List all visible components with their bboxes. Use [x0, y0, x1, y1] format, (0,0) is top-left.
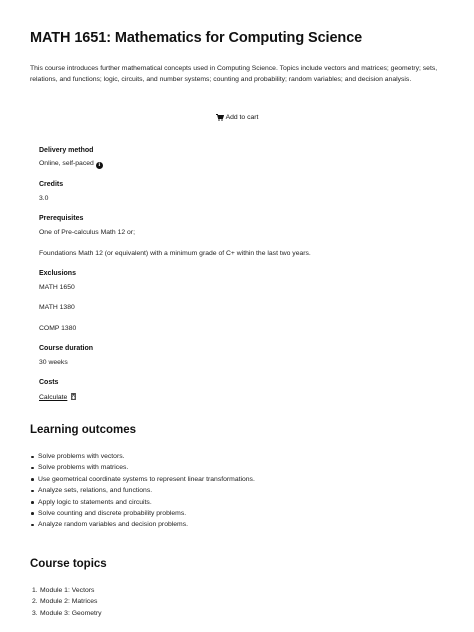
prerequisites-label: Prerequisites — [39, 215, 84, 222]
cart-icon — [216, 114, 224, 121]
course-description: This course introduces further mathematical concepts used in Computing Science. Topics include vectors and matrices; geometry; sets, relations, and functions; logic, circuits, and number systems; counting and probability; random variables; and decision analysis. — [30, 65, 438, 83]
course-duration-label: Course duration — [39, 345, 94, 352]
cart-row — [30, 114, 444, 123]
exclusions-label: Exclusions — [39, 270, 76, 277]
list-number: 3. — [32, 609, 38, 617]
list-item: Solve counting and discrete probability problems. — [30, 508, 255, 519]
prerequisite-item: Foundations Math 12 (or equivalent) with a minimum grade of C+ within the last two years. — [39, 250, 311, 257]
topic-label: Module 1: Vectors — [40, 587, 95, 594]
course-duration-value: 30 weeks — [39, 359, 68, 366]
list-item: Use geometrical coordinate systems to represent linear transformations. — [30, 474, 255, 485]
topic-label: Module 2: Matrices — [40, 598, 98, 606]
learning-outcomes-heading: Learning outcomes — [30, 424, 137, 436]
info-icon[interactable]: i — [96, 162, 103, 169]
topic-label: Module 3: Geometry — [40, 609, 102, 617]
calculator-icon[interactable] — [71, 393, 76, 402]
credits-value: 3.0 — [39, 195, 49, 202]
exclusion-item: MATH 1380 — [39, 304, 75, 311]
delivery-method-value: Online, self-paced — [39, 160, 94, 167]
learning-outcomes-list — [30, 451, 255, 531]
list-number: 1. — [32, 587, 38, 594]
costs-value-row — [39, 393, 76, 402]
credits-label: Credits — [39, 181, 64, 188]
page-title: MATH 1651: Mathematics for Computing Science — [30, 30, 363, 46]
exclusion-item: MATH 1650 — [39, 284, 75, 291]
course-topics-list — [32, 585, 102, 619]
add-to-cart-button[interactable] — [216, 114, 259, 121]
exclusion-item: COMP 1380 — [39, 325, 77, 332]
calculate-link[interactable]: Calculate — [39, 394, 68, 401]
course-topics-heading: Course topics — [30, 558, 107, 570]
list-item — [32, 608, 102, 619]
list-item: Solve problems with matrices. — [30, 462, 255, 473]
list-item: Apply logic to statements and circuits. — [30, 497, 255, 508]
list-item — [32, 596, 102, 607]
prerequisite-item: One of Pre-calculus Math 12 or; — [39, 229, 135, 236]
list-item: Analyze sets, relations, and functions. — [30, 485, 255, 496]
list-item: Solve problems with vectors. — [30, 451, 255, 462]
list-item — [32, 585, 102, 596]
delivery-method-value-row — [39, 160, 103, 169]
delivery-method-label: Delivery method — [39, 147, 94, 154]
add-to-cart-label: Add to cart — [225, 114, 259, 121]
costs-label: Costs — [39, 379, 59, 386]
list-item: Analyze random variables and decision problems. — [30, 519, 255, 530]
list-number: 2. — [32, 598, 38, 606]
